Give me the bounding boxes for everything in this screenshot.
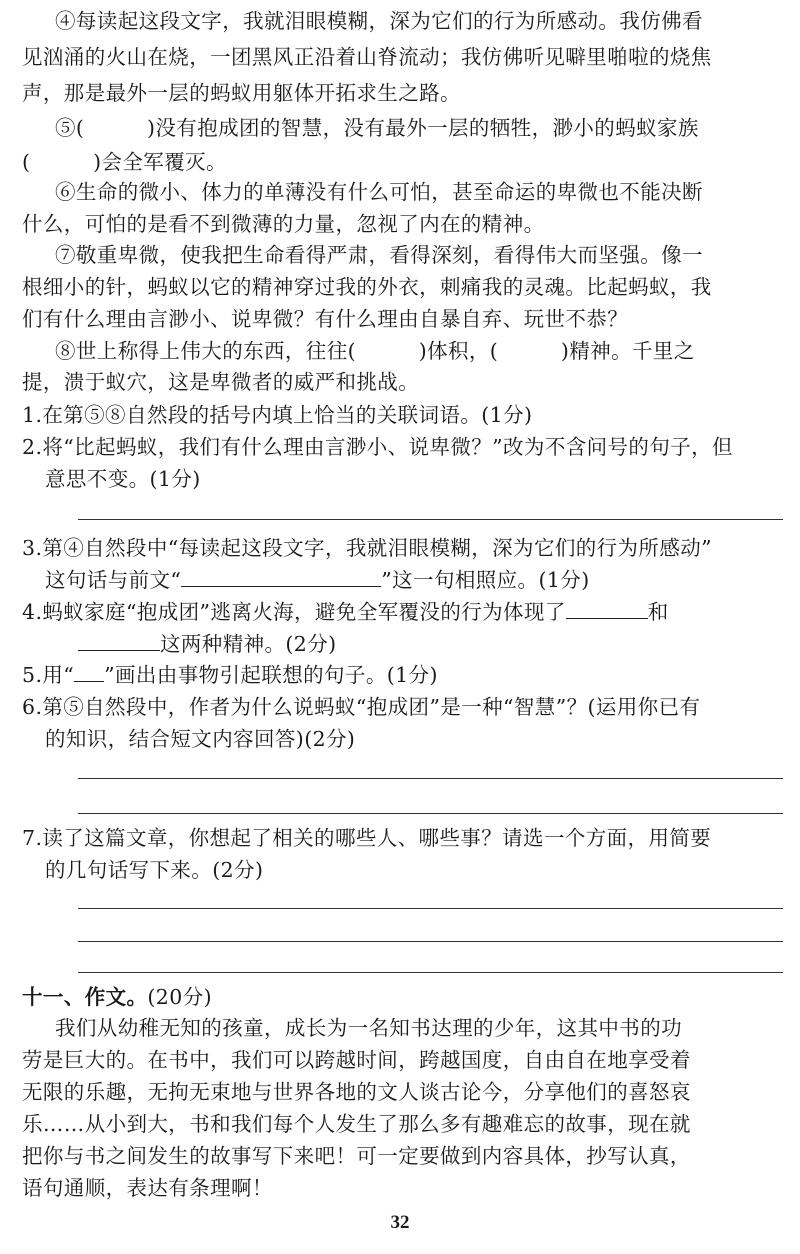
question-6-line-2: 的知识，结合短文内容回答)(2分) bbox=[45, 727, 356, 751]
paragraph-6-line-1: ⑥生命的微小、体力的单薄没有什么可怕，甚至命运的卑微也不能决断 bbox=[55, 180, 703, 204]
question-5-underline-sample bbox=[74, 661, 104, 682]
question-4-line-2 bbox=[78, 629, 337, 659]
question-4-line-1 bbox=[22, 597, 669, 627]
paragraph-5-line-1: ⑤( )没有抱成团的智慧，没有最外一层的牺牲，渺小的蚂蚁家族 bbox=[55, 116, 699, 140]
question-6-line-1: 6.第⑤自然段中，作者为什么说蚂蚁“抱成团”是一种“智慧”？(运用你已有 bbox=[22, 695, 701, 719]
question-2-answer-line[interactable] bbox=[78, 519, 783, 520]
question-3-suffix: ”这一句相照应。(1分) bbox=[381, 568, 590, 592]
page-number: 32 bbox=[390, 1212, 410, 1233]
paragraph-7-line-2: 根细小的针，蚂蚁以它的精神穿过我的外衣，刺痛我的灵魂。比起蚂蚁，我 bbox=[22, 275, 712, 299]
question-2-line-2: 意思不变。(1分) bbox=[45, 467, 201, 491]
paragraph-6-line-2: 什么，可怕的是看不到微薄的力量，忽视了内在的精神。 bbox=[22, 212, 545, 236]
question-2-line-1: 2.将“比起蚂蚁，我们有什么理由言渺小、说卑微？”改为不含问号的句子，但 bbox=[22, 435, 733, 459]
question-3-answer-blank[interactable] bbox=[181, 566, 381, 587]
composition-heading bbox=[22, 982, 212, 1012]
question-6-answer-line-1[interactable] bbox=[78, 778, 783, 779]
question-4-text: 4.蚂蚁家庭“抱成团”逃离火海，避免全军覆没的行为体现了 bbox=[22, 600, 566, 624]
question-4-conjunction: 和 bbox=[647, 600, 669, 624]
question-6-answer-line-2[interactable] bbox=[78, 813, 783, 814]
composition-line-4: 乐……从小到大，书和我们每个人发生了那么多有趣难忘的故事，现在就 bbox=[22, 1112, 691, 1136]
composition-points: (20分) bbox=[147, 985, 212, 1009]
question-7-line-2: 的几句话写下来。(2分) bbox=[45, 858, 264, 882]
question-4-answer-blank-1[interactable] bbox=[566, 598, 648, 619]
paragraph-7-line-3: 们有什么理由言渺小、说卑微？有什么理由自暴自弃、玩世不恭？ bbox=[22, 307, 629, 331]
paragraph-4-line-1: ④每读起这段文字，我就泪眼模糊，深为它们的行为所感动。我仿佛看 bbox=[55, 9, 703, 33]
question-7-answer-line-1[interactable] bbox=[78, 908, 783, 909]
composition-line-3: 无限的乐趣，无拘无束地与世界各地的文人谈古论今，分享他们的喜怒哀 bbox=[22, 1080, 691, 1104]
paragraph-5-line-2: ( )会全军覆灭。 bbox=[22, 150, 227, 174]
question-7-answer-line-2[interactable] bbox=[78, 941, 783, 942]
composition-line-1: 我们从幼稚无知的孩童，成长为一名知书达理的少年，这其中书的功 bbox=[55, 1016, 682, 1040]
question-5-suffix: ”画出由事物引起联想的句子。(1分) bbox=[104, 663, 438, 687]
paragraph-8-line-2: 提，溃于蚁穴，这是卑微者的威严和挑战。 bbox=[22, 370, 420, 394]
composition-title: 十一、作文。 bbox=[22, 985, 148, 1009]
question-3-prefix: 这句话与前文“ bbox=[45, 568, 182, 592]
composition-line-5: 把你与书之间发生的故事写下来吧！可一定要做到内容具体，抄写认真， bbox=[22, 1144, 691, 1168]
question-7-line-1: 7.读了这篇文章，你想起了相关的哪些人、哪些事？请选一个方面，用简要 bbox=[22, 826, 712, 850]
paragraph-4-line-2: 见汹涌的火山在烧，一团黑风正沿着山脊流动；我仿佛听见噼里啪啦的烧焦 bbox=[22, 45, 712, 69]
question-3-line-2 bbox=[45, 565, 590, 595]
composition-line-6: 语句通顺，表达有条理啊！ bbox=[22, 1176, 273, 1200]
question-5-prefix: 5.用“ bbox=[22, 663, 75, 687]
paragraph-4-line-3: 声，那是最外一层的蚂蚁用躯体开拓求生之路。 bbox=[22, 81, 461, 105]
composition-line-2: 劳是巨大的。在书中，我们可以跨越时间，跨越国度，自由自在地享受着 bbox=[22, 1048, 691, 1072]
question-5 bbox=[22, 660, 438, 690]
question-4-suffix: 这两种精神。(2分) bbox=[160, 632, 337, 656]
question-3-line-1: 3.第④自然段中“每读起这段文字，我就泪眼模糊，深为它们的行为所感动” bbox=[22, 536, 713, 560]
question-7-answer-line-3[interactable] bbox=[78, 972, 783, 973]
question-4-answer-blank-2[interactable] bbox=[78, 630, 160, 651]
question-1: 1.在第⑤⑧自然段的括号内填上恰当的关联词语。(1分) bbox=[22, 403, 533, 427]
paragraph-8-line-1: ⑧世上称得上伟大的东西，往往( )体积，( )精神。千里之 bbox=[55, 339, 695, 363]
paragraph-7-line-1: ⑦敬重卑微，使我把生命看得严肃，看得深刻，看得伟大而坚强。像一 bbox=[55, 243, 703, 267]
